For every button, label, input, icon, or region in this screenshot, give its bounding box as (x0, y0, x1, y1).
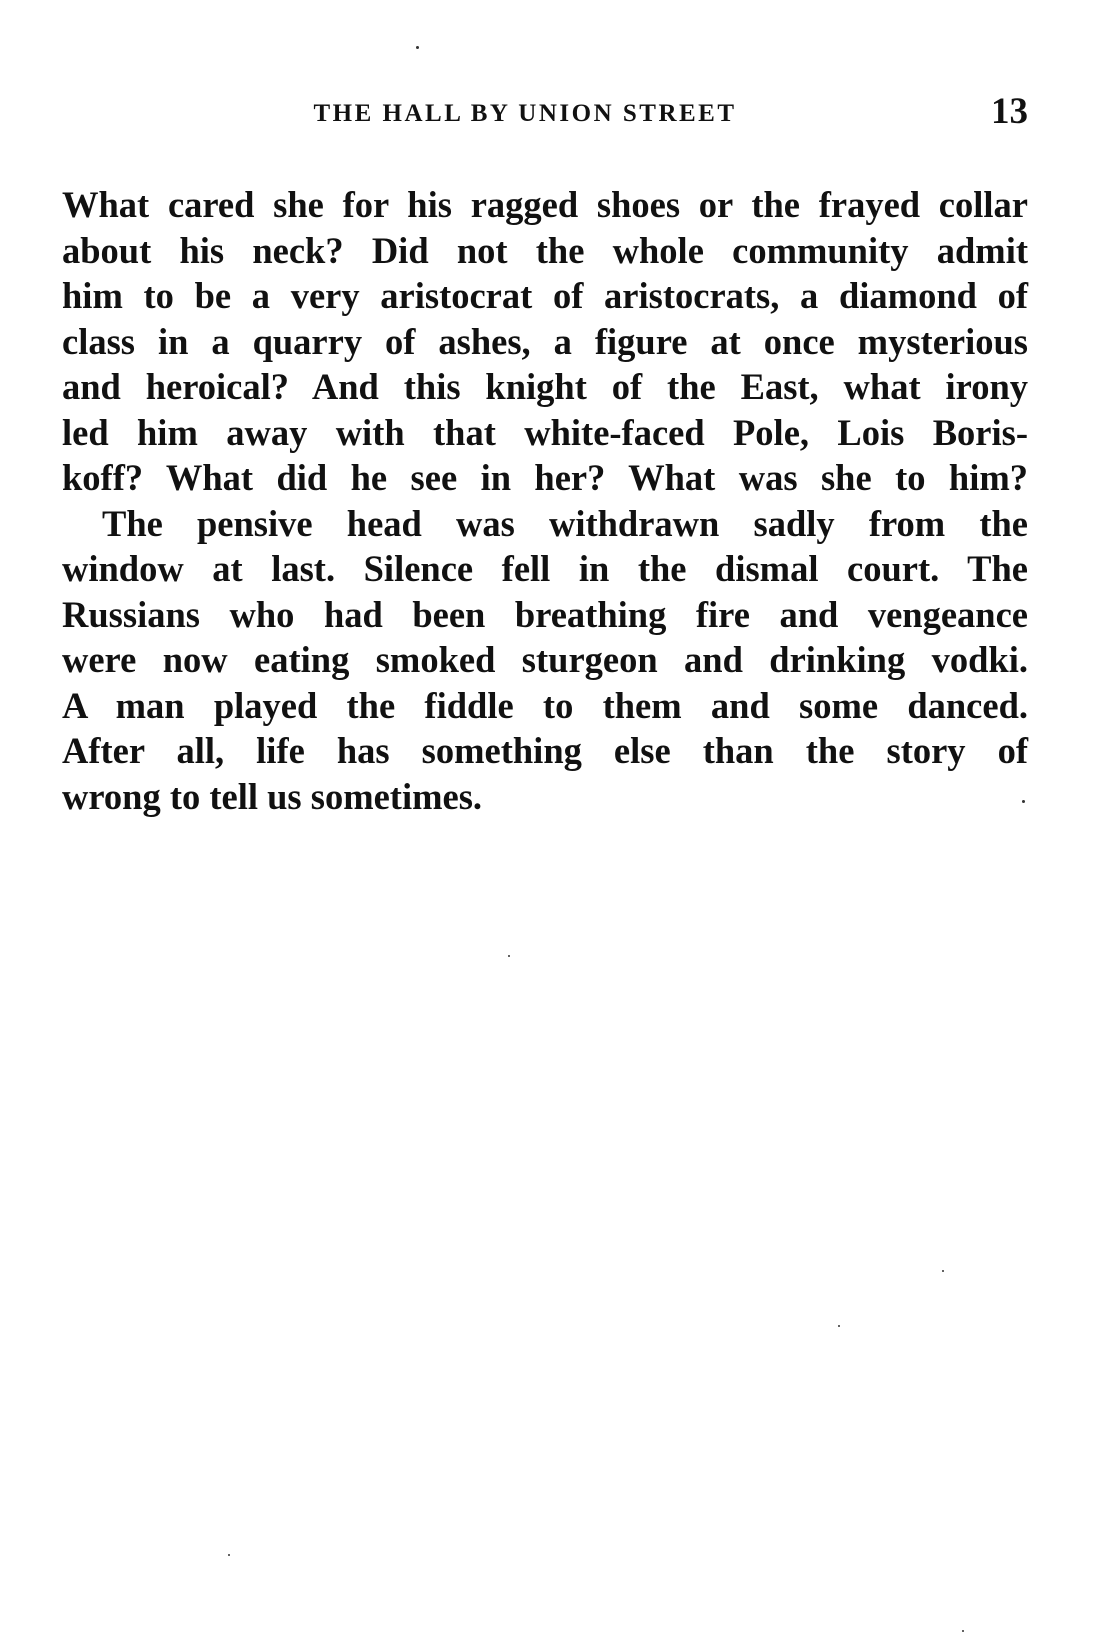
scan-speck (942, 1270, 944, 1272)
scan-speck (1022, 800, 1025, 803)
paragraph-2 (62, 501, 1028, 820)
text-line: led him away with that white-faced Pole, Lois Boris- (62, 411, 1028, 453)
running-title: THE HALL BY UNION STREET (313, 100, 737, 127)
text-line: were now eating smoked sturgeon and drinking vodki. (62, 639, 1028, 680)
text-line: window at last. Silence fell in the dismal court. The (62, 548, 1028, 589)
body-text (62, 182, 1028, 819)
running-head (62, 90, 1028, 134)
scan-speck (508, 955, 510, 957)
text-line: What cared she for his ragged shoes or the frayed collar (62, 184, 1028, 225)
paragraph-1 (62, 182, 1028, 501)
text-line: wrong to tell us sometimes. (62, 775, 483, 817)
text-line: Russians who had been breathing fire and vengeance (62, 593, 1028, 635)
text-line: A man played the fiddle to them and some danced. (62, 684, 1028, 726)
text-line: him to be a very aristocrat of aristocrats, a diamond of (62, 275, 1028, 316)
text-line: After all, life has something else than the story of (62, 730, 1028, 771)
text-line: and heroical? And this knight of the East, what irony (62, 366, 1028, 407)
scan-speck (962, 1630, 964, 1632)
scan-speck (416, 46, 419, 49)
text-line: about his neck? Did not the whole community admit (62, 229, 1028, 271)
scan-speck (838, 1325, 840, 1327)
text-line: class in a quarry of ashes, a figure at once mysterious (62, 320, 1028, 362)
page-number: 13 (991, 91, 1028, 132)
text-line: The pensive head was withdrawn sadly from the (102, 502, 1028, 544)
scan-speck (228, 1554, 230, 1556)
text-line: koff? What did he see in her? What was she to him? (62, 457, 1028, 498)
